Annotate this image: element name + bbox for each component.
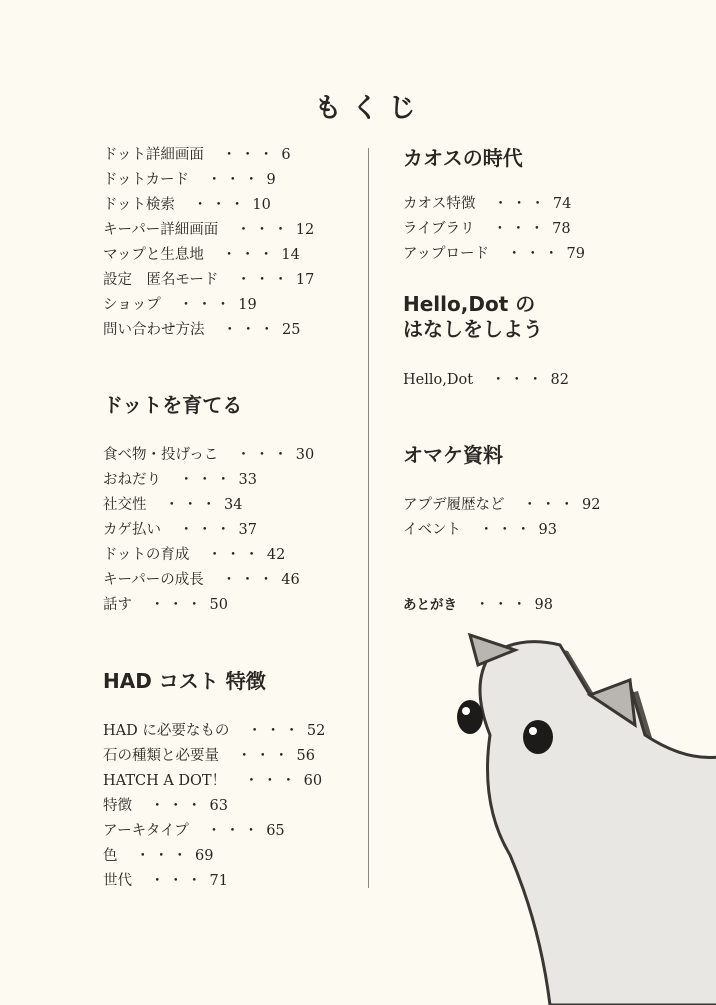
dot-creature-illustration [430,625,716,1005]
toc-page: 92 [582,497,601,513]
toc-label: ドットの育成 [103,547,190,563]
toc-dots: ・・・ [479,522,535,538]
toc-dots: ・・・ [221,572,278,588]
toc-dots: ・・・ [150,873,206,889]
toc-label: アプデ履歴など [403,497,505,513]
toc-label: HATCH A DOT！ [103,773,227,789]
toc-label: キーパーの成長 [103,572,204,588]
toc-label: ドットカード [103,172,189,188]
toc-entry[interactable] [103,771,322,791]
toc-label: 石の種類と必要量 [103,748,219,764]
toc-label: カオス特徴 [403,196,476,212]
section-heading-hello-2: はなしをしよう [403,317,543,341]
section-heading-hello-1: Hello,Dot の [403,292,536,316]
toc-dots: ・・・ [247,723,303,739]
toc-page: 34 [224,497,243,513]
toc-page: 17 [295,272,315,288]
toc-entry[interactable] [103,295,257,315]
toc-dots: ・・・ [491,372,547,388]
toc-entry[interactable] [103,871,228,891]
toc-label: 社交性 [103,497,147,513]
toc-page: 19 [238,297,257,313]
toc-entry[interactable] [103,195,271,215]
toc-dots: ・・・ [178,297,235,313]
toc-entry[interactable] [103,746,315,766]
toc-page: 78 [552,221,571,237]
toc-label: アップロード [403,246,489,262]
section-heading-chaos: カオスの時代 [403,146,523,170]
section-heading-raising: ドットを育てる [103,393,243,417]
toc-label: ドット詳細画面 [103,147,204,163]
toc-entry[interactable] [103,796,228,816]
toc-label: カゲ払い [103,522,161,538]
toc-page: 46 [281,572,300,588]
toc-entry[interactable] [103,445,314,465]
toc-label: ドット検索 [103,197,175,213]
toc-page: 52 [306,723,326,739]
toc-label: イベント [403,522,461,538]
toc-page: 79 [566,246,585,262]
toc-dots: ・・・ [207,547,263,563]
toc-page: 93 [538,522,557,538]
toc-entry[interactable] [103,570,300,590]
toc-dots: ・・・ [150,798,206,814]
toc-page: 69 [195,848,214,864]
toc-dots: ・・・ [179,472,235,488]
toc-entry[interactable] [403,520,557,540]
toc-dots: ・・・ [236,272,292,288]
toc-dots: ・・・ [207,172,263,188]
toc-dots: ・・・ [164,497,220,513]
toc-page: 82 [550,372,569,388]
toc-page: 71 [209,873,228,889]
toc-entry[interactable] [103,145,291,165]
toc-entry[interactable] [103,495,242,515]
toc-page: 37 [238,522,257,538]
toc-entry[interactable] [103,721,325,741]
toc-page: 74 [552,196,572,212]
toc-label: アーキタイプ [103,823,189,839]
toc-dots: ・・・ [179,522,235,538]
toc-page: 50 [209,597,228,613]
toc-page: 33 [238,472,257,488]
page-title: もくじ [314,93,426,124]
toc-entry[interactable] [103,821,285,841]
toc-entry[interactable] [103,245,300,265]
toc-label: ライブラリ [403,221,475,237]
toc-page: 9 [266,172,276,188]
toc-dots: ・・・ [236,222,292,238]
toc-dots: ・・・ [492,221,549,237]
toc-dots: ・・・ [221,247,278,263]
toc-entry[interactable] [103,220,314,240]
toc-page: 25 [282,322,301,338]
toc-label: HAD に必要なもの [103,723,230,739]
toc-page: 56 [296,748,315,764]
toc-dots: ・・・ [237,748,293,764]
toc-dots: ・・・ [522,497,578,513]
toc-label: おねだり [103,472,161,488]
toc-entry[interactable] [103,170,276,190]
toc-page: 6 [281,147,291,163]
toc-entry[interactable] [103,595,228,615]
toc-page: 12 [295,222,315,238]
toc-label: 話す [103,597,132,613]
toc-entry[interactable] [403,244,585,264]
toc-label: 特徴 [103,798,132,814]
section-heading-omake: オマケ資料 [403,443,503,467]
toc-entry[interactable] [103,470,257,490]
toc-label: キーパー詳細画面 [103,222,219,238]
toc-entry[interactable] [103,520,257,540]
toc-page: 63 [209,798,228,814]
toc-entry[interactable] [103,270,314,290]
toc-dots: ・・・ [135,848,191,864]
column-divider [368,148,369,888]
toc-label: 設定 匿名モード [103,272,219,288]
toc-dots: ・・・ [493,196,549,212]
toc-entry[interactable] [103,320,300,340]
toc-entry-afterword[interactable]: あとがき ・・・ 98 [403,597,553,613]
toc-page: 10 [252,197,271,213]
toc-entry[interactable] [403,219,571,239]
toc-entry[interactable] [403,370,569,390]
toc-label: 世代 [103,873,132,889]
toc-entry[interactable] [403,194,571,214]
toc-dots: ・・・ [222,322,278,338]
toc-page: 65 [266,823,285,839]
toc-label: 食べ物・投げっこ [103,447,219,463]
toc-page: 14 [281,247,300,263]
toc-dots: ・・・ [236,447,292,463]
toc-dots: ・・・ [192,197,249,213]
toc-dots: ・・・ [244,773,300,789]
toc-entry[interactable] [103,545,285,565]
toc-page: 42 [266,547,286,563]
toc-label: ショップ [103,297,161,313]
toc-entry[interactable] [103,846,213,866]
toc-dots: ・・・ [150,597,206,613]
toc-page: 60 [303,773,323,789]
toc-dots: ・・・ [507,246,563,262]
toc-label: 色 [103,848,118,864]
toc-dots: ・・・ [206,823,263,839]
toc-label: 問い合わせ方法 [103,322,205,338]
toc-dots: ・・・ [221,147,278,163]
section-heading-had: HAD コスト 特徴 [103,669,266,693]
toc-label: Hello,Dot [403,372,474,388]
toc-label: マップと生息地 [103,247,204,263]
toc-entry[interactable] [403,495,600,515]
toc-page: 30 [295,447,315,463]
